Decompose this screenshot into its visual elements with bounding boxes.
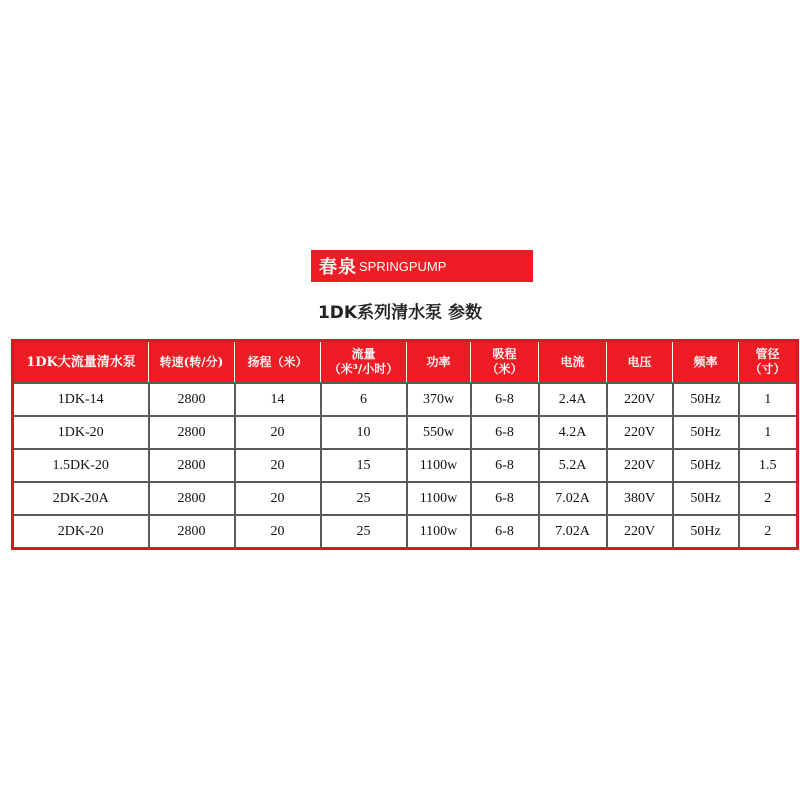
cell-flow: 25 — [321, 515, 407, 549]
cell-speed: 2800 — [149, 449, 235, 482]
header-head: 扬程（米） — [235, 341, 321, 384]
cell-suction: 6-8 — [471, 482, 539, 515]
cell-power: 1100w — [407, 515, 471, 549]
cell-voltage: 220V — [607, 383, 673, 416]
cell-frequency: 50Hz — [673, 383, 739, 416]
cell-power: 550w — [407, 416, 471, 449]
cell-head: 20 — [235, 515, 321, 549]
cell-current: 5.2A — [539, 449, 607, 482]
cell-pipe-diameter: 2 — [739, 482, 798, 515]
header-power: 功率 — [407, 341, 471, 384]
cell-frequency: 50Hz — [673, 515, 739, 549]
cell-speed: 2800 — [149, 515, 235, 549]
table-row — [13, 449, 798, 482]
header-pipe-diameter: 管径 （寸） — [739, 341, 798, 384]
cell-frequency: 50Hz — [673, 449, 739, 482]
table-body — [13, 383, 798, 549]
cell-flow: 6 — [321, 383, 407, 416]
cell-speed: 2800 — [149, 416, 235, 449]
cell-head: 14 — [235, 383, 321, 416]
cell-flow: 10 — [321, 416, 407, 449]
cell-frequency: 50Hz — [673, 482, 739, 515]
cell-voltage: 220V — [607, 416, 673, 449]
cell-model: 2DK-20 — [13, 515, 149, 549]
cell-pipe-diameter: 2 — [739, 515, 798, 549]
cell-suction: 6-8 — [471, 383, 539, 416]
cell-power: 1100w — [407, 482, 471, 515]
cell-suction: 6-8 — [471, 515, 539, 549]
cell-suction: 6-8 — [471, 416, 539, 449]
cell-pipe-diameter: 1.5 — [739, 449, 798, 482]
header-flow: 流量 （米³/小时） — [321, 341, 407, 384]
header-current: 电流 — [539, 341, 607, 384]
cell-head: 20 — [235, 449, 321, 482]
table-row — [13, 482, 798, 515]
cell-current: 2.4A — [539, 383, 607, 416]
cell-model: 1.5DK-20 — [13, 449, 149, 482]
brand-banner — [311, 250, 533, 282]
cell-speed: 2800 — [149, 383, 235, 416]
table-row — [13, 515, 798, 549]
table-row — [13, 416, 798, 449]
header-frequency: 频率 — [673, 341, 739, 384]
header-suction: 吸程 （米） — [471, 341, 539, 384]
cell-pipe-diameter: 1 — [739, 416, 798, 449]
header-speed: 转速(转/分) — [149, 341, 235, 384]
table-row — [13, 383, 798, 416]
cell-voltage: 220V — [607, 449, 673, 482]
cell-flow: 25 — [321, 482, 407, 515]
cell-power: 370w — [407, 383, 471, 416]
pump-spec-table — [11, 339, 799, 550]
cell-suction: 6-8 — [471, 449, 539, 482]
cell-voltage: 380V — [607, 482, 673, 515]
cell-voltage: 220V — [607, 515, 673, 549]
cell-flow: 15 — [321, 449, 407, 482]
cell-pipe-diameter: 1 — [739, 383, 798, 416]
page-title: 1DK系列清水泵 参数 — [317, 303, 483, 323]
header-model: 1DK大流量清水泵 — [13, 341, 149, 384]
cell-head: 20 — [235, 416, 321, 449]
cell-model: 2DK-20A — [13, 482, 149, 515]
brand-name-cn: 春泉 — [319, 257, 357, 278]
cell-power: 1100w — [407, 449, 471, 482]
header-voltage: 电压 — [607, 341, 673, 384]
cell-model: 1DK-14 — [13, 383, 149, 416]
cell-frequency: 50Hz — [673, 416, 739, 449]
brand-name-en: SPRINGPUMP — [359, 258, 447, 274]
cell-current: 4.2A — [539, 416, 607, 449]
cell-current: 7.02A — [539, 482, 607, 515]
cell-head: 20 — [235, 482, 321, 515]
table-header-row — [13, 341, 798, 384]
cell-speed: 2800 — [149, 482, 235, 515]
cell-current: 7.02A — [539, 515, 607, 549]
cell-model: 1DK-20 — [13, 416, 149, 449]
